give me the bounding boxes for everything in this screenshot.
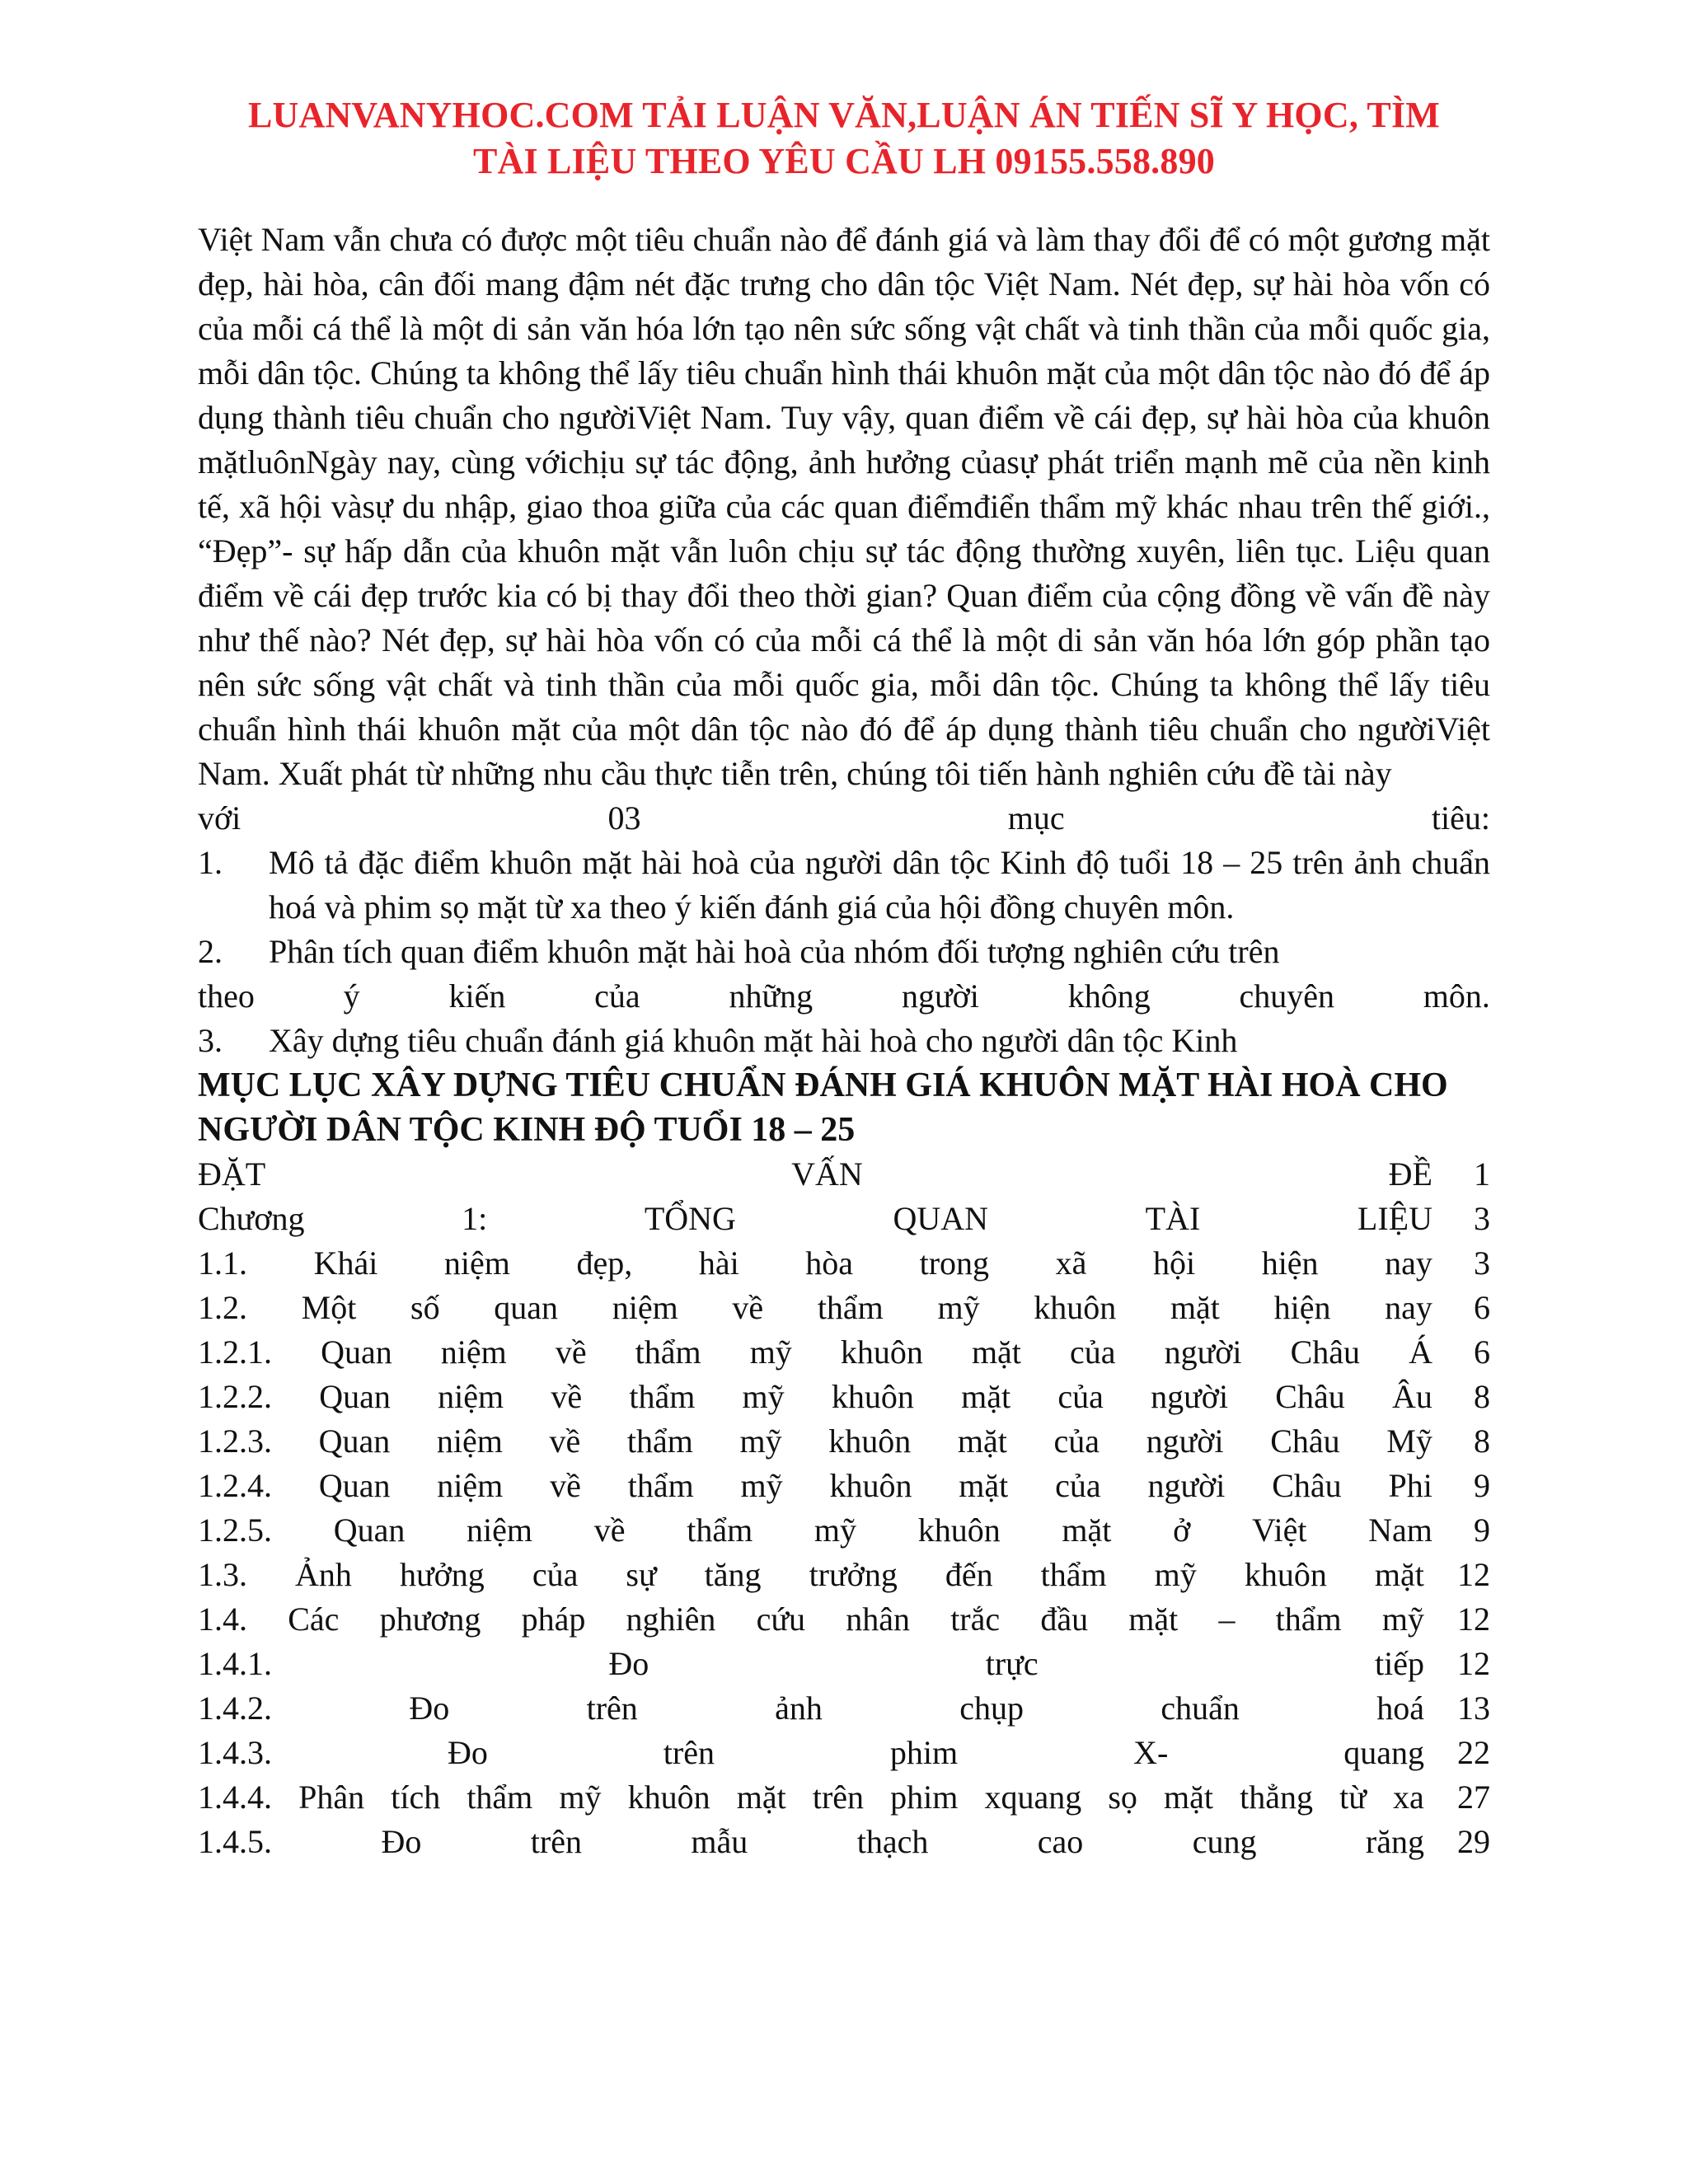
toc-entry-title bbox=[198, 1508, 1465, 1553]
objective-2 bbox=[198, 930, 1490, 974]
toc-word: mặt bbox=[1128, 1601, 1179, 1638]
toc-word: mỹ bbox=[742, 1378, 785, 1415]
toc-entry[interactable] bbox=[198, 1464, 1490, 1508]
toc-word: về bbox=[732, 1289, 764, 1326]
toc-word: người bbox=[1151, 1378, 1229, 1415]
toc-word: mặt bbox=[1170, 1289, 1220, 1326]
toc-word: mỹ bbox=[559, 1779, 602, 1816]
toc-word: niệm bbox=[436, 1422, 503, 1460]
toc-word: QUAN bbox=[893, 1200, 989, 1237]
toc-word: trưởng bbox=[809, 1556, 898, 1593]
toc-entry[interactable] bbox=[198, 1731, 1490, 1775]
toc-word: cứu bbox=[756, 1601, 806, 1638]
toc-word: sọ bbox=[1108, 1779, 1137, 1816]
toc-word: Đo bbox=[608, 1645, 649, 1682]
toc-page-number: 12 bbox=[1457, 1601, 1490, 1638]
toc-word: trực bbox=[985, 1645, 1039, 1682]
toc-word: TÀI bbox=[1145, 1200, 1201, 1237]
toc-word: hòa bbox=[805, 1244, 854, 1282]
toc-page-number: 8 bbox=[1474, 1378, 1490, 1415]
toc-page-number: 1 bbox=[1474, 1155, 1490, 1193]
toc-word: quang bbox=[1343, 1734, 1424, 1771]
toc-word: niệm bbox=[440, 1333, 507, 1371]
objectives-intro-line bbox=[198, 796, 1490, 841]
toc-page-number: 9 bbox=[1474, 1511, 1490, 1549]
toc-word: về bbox=[551, 1378, 583, 1415]
toc-entry-title bbox=[198, 1820, 1457, 1864]
toc-word: 1.2.5. bbox=[198, 1511, 272, 1549]
toc-page-number: 12 bbox=[1457, 1556, 1490, 1593]
toc-word: mặt bbox=[1062, 1511, 1112, 1549]
toc-word: Đo bbox=[381, 1823, 422, 1860]
toc-word: Đo bbox=[447, 1734, 488, 1771]
toc-word: từ bbox=[1339, 1779, 1367, 1816]
toc-entry[interactable] bbox=[198, 1686, 1490, 1731]
toc-entry[interactable] bbox=[198, 1820, 1490, 1864]
toc-word: mặt bbox=[971, 1333, 1021, 1371]
toc-word: Khái bbox=[313, 1244, 378, 1282]
toc-word: 1.4.5. bbox=[198, 1823, 272, 1860]
toc-word: hoá bbox=[1376, 1690, 1424, 1727]
toc-entry[interactable] bbox=[198, 1241, 1490, 1286]
toc-word: nhân bbox=[846, 1601, 910, 1638]
toc-word: khuôn bbox=[840, 1333, 923, 1371]
toc-word: tăng bbox=[704, 1556, 762, 1593]
toc-word: thẩm bbox=[629, 1378, 696, 1415]
toc-word: ĐẶT bbox=[198, 1155, 266, 1193]
toc-word: đẹp, bbox=[576, 1244, 633, 1282]
toc-word: của bbox=[532, 1556, 579, 1593]
obj2-word: của bbox=[594, 977, 640, 1015]
toc-word: pháp bbox=[521, 1601, 586, 1638]
toc-word: mỹ bbox=[1154, 1556, 1197, 1593]
toc-word: 1.4. bbox=[198, 1601, 247, 1638]
header-line-2: TÀI LIỆU THEO YÊU CẦU LH 09155.558.890 bbox=[473, 141, 1215, 181]
objective-3 bbox=[198, 1019, 1490, 1063]
intro-word: với bbox=[198, 799, 241, 837]
toc-word: của bbox=[1069, 1333, 1116, 1371]
toc-word: mặt bbox=[961, 1378, 1011, 1415]
toc-word: khuôn bbox=[627, 1779, 710, 1816]
toc-word: về bbox=[593, 1511, 626, 1549]
toc-entry[interactable] bbox=[198, 1642, 1490, 1686]
toc-word: thẩm bbox=[627, 1467, 694, 1504]
toc-word: trong bbox=[919, 1244, 990, 1282]
toc-word: mặt bbox=[1164, 1779, 1214, 1816]
toc-word: Nam bbox=[1368, 1511, 1432, 1549]
toc-word: xa bbox=[1393, 1779, 1424, 1816]
toc-word: Châu bbox=[1275, 1378, 1345, 1415]
toc-word: 1.3. bbox=[198, 1556, 247, 1593]
toc-entry-title bbox=[198, 1419, 1465, 1464]
toc-word: Quan bbox=[333, 1511, 406, 1549]
toc-entry-title bbox=[198, 1152, 1465, 1197]
objective-text: Xây dựng tiêu chuẩn đánh giá khuôn mặt hài hoà cho người dân tộc Kinh bbox=[269, 1022, 1238, 1059]
toc-word: hội bbox=[1152, 1244, 1196, 1282]
toc-word: trên bbox=[530, 1823, 582, 1860]
toc-page-number: 27 bbox=[1457, 1779, 1490, 1816]
obj2-word: người bbox=[901, 977, 979, 1015]
toc-word: hiện bbox=[1273, 1289, 1331, 1326]
table-of-contents bbox=[198, 1152, 1490, 1864]
toc-entry-title bbox=[198, 1686, 1457, 1731]
toc-word: người bbox=[1147, 1467, 1226, 1504]
obj2-word: theo bbox=[198, 977, 255, 1015]
toc-title: MỤC LỤC XÂY DỰNG TIÊU CHUẨN ĐÁNH GIÁ KHUÔN MẶT HÀI HOÀ CHO NGƯỜI DÂN TỘC KINH ĐỘ TUỔI 18 – 25 bbox=[198, 1066, 1448, 1149]
toc-word: 1.4.4. bbox=[198, 1779, 272, 1816]
toc-word: Quan bbox=[319, 1378, 391, 1415]
toc-page-number: 3 bbox=[1474, 1244, 1490, 1282]
toc-entry[interactable] bbox=[198, 1419, 1490, 1464]
toc-word: niệm bbox=[438, 1378, 504, 1415]
toc-page-number: 6 bbox=[1474, 1333, 1490, 1371]
toc-word: thạch bbox=[856, 1823, 929, 1860]
toc-word: khuôn bbox=[829, 1467, 912, 1504]
toc-word: phương bbox=[379, 1601, 481, 1638]
toc-word: thẳng bbox=[1240, 1779, 1314, 1816]
toc-word: niệm bbox=[612, 1289, 678, 1326]
toc-entry[interactable] bbox=[198, 1330, 1490, 1375]
toc-word: 1.2.3. bbox=[198, 1422, 272, 1460]
toc-word: 1.4.2. bbox=[198, 1690, 272, 1727]
toc-word: răng bbox=[1365, 1823, 1424, 1860]
toc-word: nay bbox=[1385, 1244, 1432, 1282]
toc-entry[interactable] bbox=[198, 1286, 1490, 1330]
objective-text: Mô tả đặc điểm khuôn mặt hài hoà của người dân tộc Kinh độ tuổi 18 – 25 trên ảnh chuẩn hoá và phim sọ mặt từ xa theo ý kiến đánh giá của hội đồng chuyên môn. bbox=[269, 844, 1490, 926]
toc-word: 1.2.4. bbox=[198, 1467, 272, 1504]
objective-number: 1. bbox=[198, 844, 223, 881]
toc-word: hiện bbox=[1261, 1244, 1319, 1282]
toc-word: Quan bbox=[318, 1467, 391, 1504]
toc-word: về bbox=[555, 1333, 587, 1371]
document-page bbox=[198, 92, 1490, 1864]
body-paragraph: Việt Nam vẫn chưa có được một tiêu chuẩn nào để đánh giá và làm thay đổi để có một gương mặt đẹp, hài hòa, cân đối mang đậm nét đặc trưng cho dân tộc Việt Nam. Nét đẹp, sự hài hòa vốn có của mỗi cá thể là một di sản văn hóa lớn tạo nên sức sống vật chất và tinh thần của mỗi quốc gia, mỗi dân tộc. Chúng ta không thể lấy tiêu chuẩn hình thái khuôn mặt của một dân tộc nào đó để áp dụng thành tiêu chuẩn cho ngườiViệt Nam. Tuy vậy, quan điểm về cái đẹp, sự hài hòa của khuôn mặtluônNgày nay, cùng vớichịu sự tác động, ảnh hưởng củasự phát triển mạnh mẽ của nền kinh tế, xã hội vàsự du nhập, giao thoa giữa của các quan điểmđiển thẩm mỹ khác nhau trên thế giới., “Đẹp”- sự hấp dẫn của khuôn mặt vẫn luôn chịu sự tác động thường xuyên, liên tục. Liệu quan điểm về cái đẹp trước kia có bị thay đổi theo thời gian? Quan điểm của cộng đồng về vấn đề này như thế nào? Nét đẹp, sự hài hòa vốn có của mỗi cá thể là một di sản văn hóa lớn góp phần tạo nên sức sống vật chất và tinh thần của mỗi quốc gia, mỗi dân tộc. Chúng ta không thể lấy tiêu chuẩn hình thái khuôn mặt của một dân tộc nào đó để áp dụng thành tiêu chuẩn cho ngườiViệt Nam. Xuất phát từ những nhu cầu thực tiễn trên, chúng tôi tiến hành nghiên cứu đề tài này bbox=[198, 221, 1490, 792]
toc-word: trắc bbox=[950, 1601, 1001, 1638]
obj2-word: ý bbox=[343, 977, 360, 1015]
toc-word: Chương bbox=[198, 1200, 305, 1237]
toc-word: 1.2. bbox=[198, 1289, 247, 1326]
toc-entry-title bbox=[198, 1241, 1465, 1286]
objective-2-continuation bbox=[198, 974, 1490, 1019]
toc-word: Mỹ bbox=[1386, 1422, 1432, 1460]
toc-entry-title bbox=[198, 1464, 1465, 1508]
obj2-word: môn. bbox=[1423, 977, 1490, 1015]
toc-word: TỔNG bbox=[644, 1200, 736, 1237]
toc-word: Phi bbox=[1388, 1467, 1432, 1504]
toc-entry[interactable] bbox=[198, 1375, 1490, 1419]
toc-word: người bbox=[1146, 1422, 1224, 1460]
toc-page-number: 6 bbox=[1474, 1289, 1490, 1326]
toc-word: ảnh bbox=[775, 1690, 823, 1727]
toc-word: đầu bbox=[1040, 1601, 1089, 1638]
toc-word: phim bbox=[889, 1734, 959, 1771]
toc-word: – bbox=[1218, 1601, 1236, 1638]
toc-word: mỹ bbox=[937, 1289, 980, 1326]
toc-word: VẤN bbox=[791, 1155, 863, 1193]
toc-word: thẩm bbox=[1275, 1601, 1342, 1638]
toc-word: Á bbox=[1409, 1333, 1432, 1371]
toc-word: cao bbox=[1037, 1823, 1084, 1860]
toc-word: mặt bbox=[959, 1467, 1009, 1504]
toc-word: quan bbox=[494, 1289, 559, 1326]
toc-entry-title bbox=[198, 1553, 1457, 1597]
toc-word: mặt bbox=[1374, 1556, 1424, 1593]
toc-word: Châu bbox=[1270, 1422, 1340, 1460]
toc-page-number: 8 bbox=[1474, 1422, 1490, 1460]
toc-entry[interactable] bbox=[198, 1508, 1490, 1553]
toc-word: Quan bbox=[321, 1333, 392, 1371]
toc-entry-title bbox=[198, 1330, 1465, 1375]
toc-page-number: 22 bbox=[1457, 1734, 1490, 1771]
toc-word: 1.4.3. bbox=[198, 1734, 272, 1771]
obj2-word: những bbox=[729, 977, 814, 1015]
intro-word: 03 bbox=[607, 799, 641, 837]
intro-word: tiêu: bbox=[1431, 799, 1490, 837]
toc-word: mỹ bbox=[739, 1422, 782, 1460]
toc-word: xã bbox=[1055, 1244, 1087, 1282]
toc-word: tiếp bbox=[1374, 1645, 1424, 1682]
toc-word: Đo bbox=[409, 1690, 450, 1727]
toc-word: LIỆU bbox=[1357, 1200, 1432, 1237]
obj2-word: chuyên bbox=[1239, 977, 1334, 1015]
toc-entry-title bbox=[198, 1642, 1457, 1686]
objective-number: 3. bbox=[198, 1022, 223, 1059]
toc-word: ở bbox=[1173, 1511, 1191, 1549]
toc-word: mặt bbox=[736, 1779, 786, 1816]
obj2-word: không bbox=[1067, 977, 1151, 1015]
page-header bbox=[198, 92, 1490, 185]
toc-word: ĐỀ bbox=[1388, 1155, 1432, 1193]
toc-word: thẩm bbox=[626, 1422, 693, 1460]
toc-word: niệm bbox=[443, 1244, 510, 1282]
toc-word: của bbox=[1053, 1422, 1100, 1460]
toc-word: mỹ bbox=[814, 1511, 857, 1549]
toc-word: Phân bbox=[298, 1779, 365, 1816]
toc-word: xquang bbox=[984, 1779, 1082, 1816]
toc-word: sự bbox=[626, 1556, 657, 1593]
toc-word: đến bbox=[945, 1556, 993, 1593]
toc-word: mặt bbox=[957, 1422, 1007, 1460]
toc-word: của bbox=[1055, 1467, 1101, 1504]
toc-word: 1.2.2. bbox=[198, 1378, 272, 1415]
toc-word: X- bbox=[1133, 1734, 1169, 1771]
body-section bbox=[198, 218, 1490, 1063]
toc-word: hưởng bbox=[399, 1556, 485, 1593]
toc-entry-title bbox=[198, 1375, 1465, 1419]
toc-word: khuôn bbox=[1034, 1289, 1117, 1326]
toc-word: Một bbox=[301, 1289, 357, 1326]
toc-word: thẩm bbox=[635, 1333, 701, 1371]
toc-word: Châu bbox=[1272, 1467, 1342, 1504]
toc-word: Quan bbox=[318, 1422, 391, 1460]
toc-word: Các bbox=[288, 1601, 340, 1638]
toc-word: chuẩn bbox=[1160, 1690, 1240, 1727]
objective-1 bbox=[198, 841, 1490, 930]
toc-entry-title bbox=[198, 1731, 1457, 1775]
toc-word: nghiên bbox=[626, 1601, 716, 1638]
toc-word: nay bbox=[1385, 1289, 1432, 1326]
toc-entry-title bbox=[198, 1197, 1465, 1241]
obj2-word: kiến bbox=[448, 977, 506, 1015]
toc-page-number: 3 bbox=[1474, 1200, 1490, 1237]
toc-word: thẩm bbox=[817, 1289, 884, 1326]
toc-entry[interactable] bbox=[198, 1553, 1490, 1597]
toc-word: mỹ bbox=[740, 1467, 783, 1504]
toc-word: mỹ bbox=[1381, 1601, 1424, 1638]
toc-word: thẩm bbox=[467, 1779, 533, 1816]
toc-entry[interactable] bbox=[198, 1775, 1490, 1820]
toc-entry[interactable] bbox=[198, 1597, 1490, 1642]
toc-word: 1.4.1. bbox=[198, 1645, 272, 1682]
toc-word: của bbox=[1057, 1378, 1104, 1415]
toc-entry-title bbox=[198, 1775, 1457, 1820]
toc-word: niệm bbox=[437, 1467, 504, 1504]
toc-word: tích bbox=[391, 1779, 441, 1816]
toc-word: chụp bbox=[959, 1690, 1024, 1727]
toc-word: Âu bbox=[1391, 1378, 1432, 1415]
toc-page-number: 29 bbox=[1457, 1823, 1490, 1860]
toc-entry[interactable] bbox=[198, 1152, 1490, 1197]
toc-entry-title bbox=[198, 1286, 1465, 1330]
toc-word: thẩm bbox=[687, 1511, 753, 1549]
toc-word: khuôn bbox=[828, 1422, 912, 1460]
toc-word: trên bbox=[586, 1690, 638, 1727]
toc-word: người bbox=[1164, 1333, 1242, 1371]
toc-word: Châu bbox=[1290, 1333, 1361, 1371]
toc-word: 1.2.1. bbox=[198, 1333, 272, 1371]
toc-word: khuôn bbox=[917, 1511, 1001, 1549]
toc-word: 1.1. bbox=[198, 1244, 247, 1282]
toc-word: khuôn bbox=[831, 1378, 914, 1415]
toc-word: về bbox=[549, 1422, 581, 1460]
toc-word: cung bbox=[1192, 1823, 1257, 1860]
toc-page-number: 9 bbox=[1474, 1467, 1490, 1504]
header-line-1: LUANVANYHOC.COM TẢI LUẬN VĂN,LUẬN ÁN TIẾN SĨ Y HỌC, TÌM bbox=[247, 95, 1441, 135]
toc-word: khuôn bbox=[1244, 1556, 1327, 1593]
toc-word: Việt bbox=[1251, 1511, 1307, 1549]
toc-word: thẩm bbox=[1040, 1556, 1107, 1593]
objective-text: Phân tích quan điểm khuôn mặt hài hoà của nhóm đối tượng nghiên cứu trên bbox=[269, 933, 1280, 970]
toc-entry[interactable] bbox=[198, 1197, 1490, 1241]
toc-word: trên bbox=[812, 1779, 865, 1816]
toc-word: mỹ bbox=[749, 1333, 792, 1371]
toc-page-number: 12 bbox=[1457, 1645, 1490, 1682]
toc-word: 1: bbox=[462, 1200, 488, 1237]
toc-entry-title bbox=[198, 1597, 1457, 1642]
toc-word: mẫu bbox=[691, 1823, 748, 1860]
toc-page-number: 13 bbox=[1457, 1690, 1490, 1727]
toc-word: trên bbox=[663, 1734, 715, 1771]
toc-word: hài bbox=[698, 1244, 739, 1282]
toc-word: phim bbox=[890, 1779, 959, 1816]
intro-word: mục bbox=[1007, 799, 1065, 837]
objective-number: 2. bbox=[198, 933, 223, 970]
toc-word: niệm bbox=[467, 1511, 533, 1549]
toc-word: Ảnh bbox=[295, 1556, 352, 1593]
toc-word: về bbox=[550, 1467, 581, 1504]
toc-word: số bbox=[410, 1289, 440, 1326]
